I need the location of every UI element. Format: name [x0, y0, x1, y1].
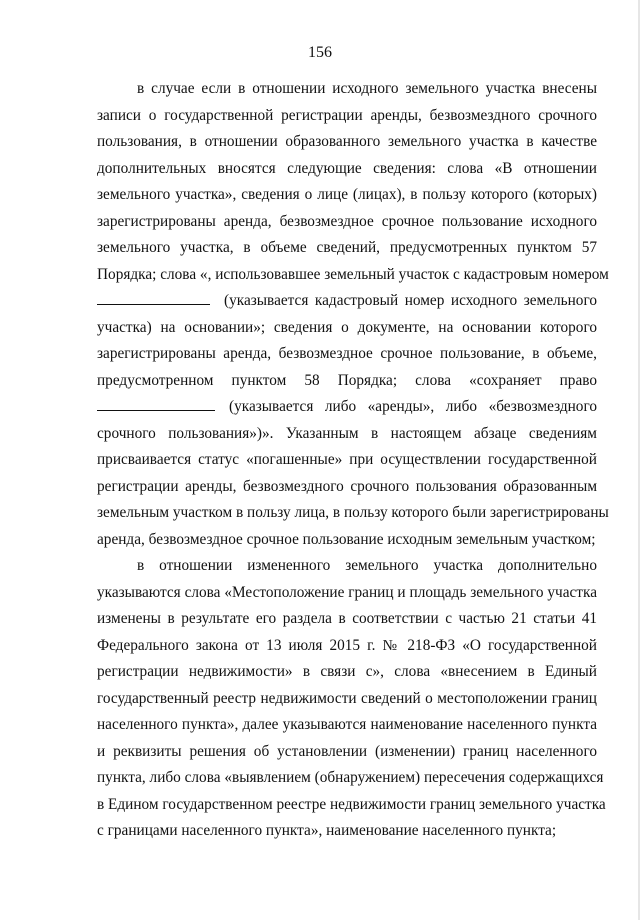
paragraph-1-line-1: в случае если в отношении исходного земельного участка внесены — [137, 80, 597, 97]
paragraph-1-line-3: пользования, в отношении образованного земельного участка в качестве — [97, 133, 597, 150]
paragraph-2-line-4: Федерального закона от 13 июля 2015 г. № 218-ФЗ «О государственной — [97, 636, 597, 654]
paragraph-1-line-6: зарегистрированы аренда, безвозмездное срочное пользование исходного — [97, 212, 597, 230]
paragraph-1-line-4: дополнительных вносятся следующие сведения: слова «В отношении — [97, 159, 597, 177]
paragraph-2-line-8: и реквизиты решения об установлении (изменении) границ населенного — [97, 742, 597, 760]
blank-field-cadastral-number — [97, 290, 210, 305]
paragraph-2-line-3: изменены в результате его раздела в соответствии с частью 21 статьи 41 — [97, 610, 597, 627]
paragraph-1-line-14: срочного пользования»)». Указанным в настоящем абзаце сведениям — [97, 424, 597, 442]
paragraph-2-line-5: регистрации недвижимости» в связи с», слова «внесением в Единый — [97, 663, 597, 680]
paragraph-1-line-13-text: (указывается либо «аренды», либо «безвозмездного — [229, 398, 597, 415]
paragraph-2-line-10: в Едином государственном реестре недвижимости границ земельного участка — [97, 795, 606, 813]
paragraph-2-line-9: пункта, либо слова «выявлением (обнаружением) пересечения содержащихся — [97, 769, 604, 786]
paragraph-1-line-16: регистрации аренды, безвозмездного срочного пользования образованным — [97, 477, 597, 495]
paragraph-2-line-2: указываются слова «Местоположение границ и площадь земельного участка — [97, 583, 597, 601]
paragraph-1-line-9-text: (указывается кадастровый номер исходного земельного — [224, 292, 597, 309]
paragraph-1-line-7: земельного участка, в объеме сведений, предусмотренных пунктом 57 — [97, 239, 597, 256]
paragraph-1-line-10: участка) на основании»; сведения о документе, на основании которого — [97, 318, 597, 336]
paragraph-1-line-13 — [97, 394, 597, 421]
paragraph-1-line-5: земельного участка», сведения о лице (лицах), в пользу которого (которых) — [97, 186, 597, 203]
document-body — [97, 76, 609, 845]
paragraph-1-line-15: присваивается статус «погашенные» при осуществлении государственной — [97, 451, 597, 468]
page-number: 156 — [308, 44, 332, 61]
paragraph-1-line-9 — [97, 288, 597, 315]
paragraph-2-line-6: государственный реестр недвижимости сведений о местоположении границ — [97, 689, 597, 707]
paragraph-1-line-18: аренда, безвозмездное срочное пользование исходным земельным участком; — [97, 530, 596, 548]
paragraph-1-line-8: Порядка; слова «, использовавшее земельный участок с кадастровым номером — [97, 265, 609, 283]
paragraph-2-line-7: населенного пункта», далее указываются наименование населенного пункта — [97, 716, 597, 733]
paragraph-2-line-11: с границами населенного пункта», наименование населенного пункта; — [97, 822, 557, 839]
paragraph-2-line-1: в отношении измененного земельного участка дополнительно — [137, 557, 597, 574]
paragraph-1-line-12: предусмотренном пунктом 58 Порядка; слова «сохраняет право — [97, 371, 597, 389]
paragraph-1-line-11: зарегистрированы аренда, безвозмездное срочное пользование, в объеме, — [97, 345, 597, 362]
paragraph-1-line-17: земельным участком в пользу лица, в пользу которого были зарегистрированы — [97, 504, 609, 521]
paragraph-1-line-2: записи о государственной регистрации аренды, безвозмездного срочного — [97, 106, 597, 124]
blank-field-right-type — [97, 396, 215, 411]
